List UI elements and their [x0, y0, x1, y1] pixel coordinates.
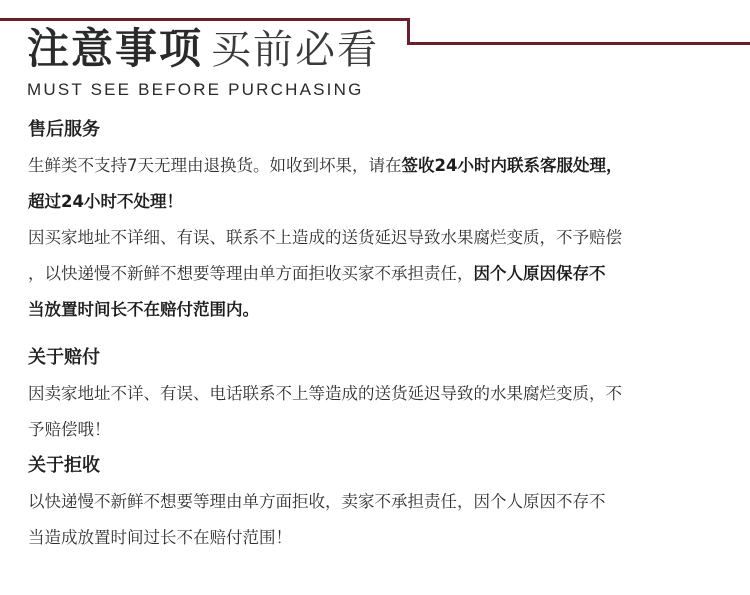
text-line: 因买家地址不详细、有误、联系不上造成的送货延迟导致水果腐烂变质，不予赔偿 [28, 228, 622, 247]
emphasis-text: 签收24小时内联系客服处理， [401, 156, 623, 175]
text-span: 生鲜类不支持7天无理由退换货。如收到坏果，请在 [28, 156, 402, 175]
section-spacer [28, 328, 728, 340]
emphasis-text: 因个人原因保存不 [473, 264, 606, 283]
text-line: 以快递慢不新鲜不想要等理由单方面拒收，卖家不承担责任，因个人原因不存不 [28, 492, 606, 511]
text-line [28, 184, 728, 220]
header-frame-top-line [0, 18, 407, 21]
section-heading: 关于拒收 [28, 455, 100, 476]
text-line [28, 256, 728, 292]
page-title [27, 24, 380, 73]
page-header [27, 24, 380, 100]
text-line: 予赔偿哦！ [28, 420, 111, 439]
section-after-sales [28, 112, 728, 328]
title-secondary: 买前必看 [211, 27, 380, 73]
section-rejection [28, 448, 728, 556]
page-subtitle: MUST SEE BEFORE PURCHASING [27, 80, 364, 99]
text-line: 当造成放置时间过长不在赔付范围！ [28, 528, 292, 547]
emphasis-text: 当放置时间长不在赔付范围内。 [28, 300, 259, 319]
section-heading: 售后服务 [28, 119, 100, 140]
title-main: 注意事项 [27, 24, 204, 73]
section-heading: 关于赔付 [28, 347, 100, 368]
text-span: ，以快递慢不新鲜不想要等理由单方面拒收买家不承担责任， [28, 264, 474, 283]
header-frame-step-line [407, 18, 410, 42]
emphasis-text: 超过24小时不处理！ [28, 192, 183, 211]
text-line [28, 148, 728, 184]
section-compensation [28, 340, 728, 448]
notice-content [28, 112, 728, 556]
text-line [28, 292, 728, 328]
header-frame-bottom-line [407, 42, 750, 45]
text-line: 因卖家地址不详、有误、电话联系不上等造成的送货延迟导致的水果腐烂变质，不 [28, 384, 622, 403]
